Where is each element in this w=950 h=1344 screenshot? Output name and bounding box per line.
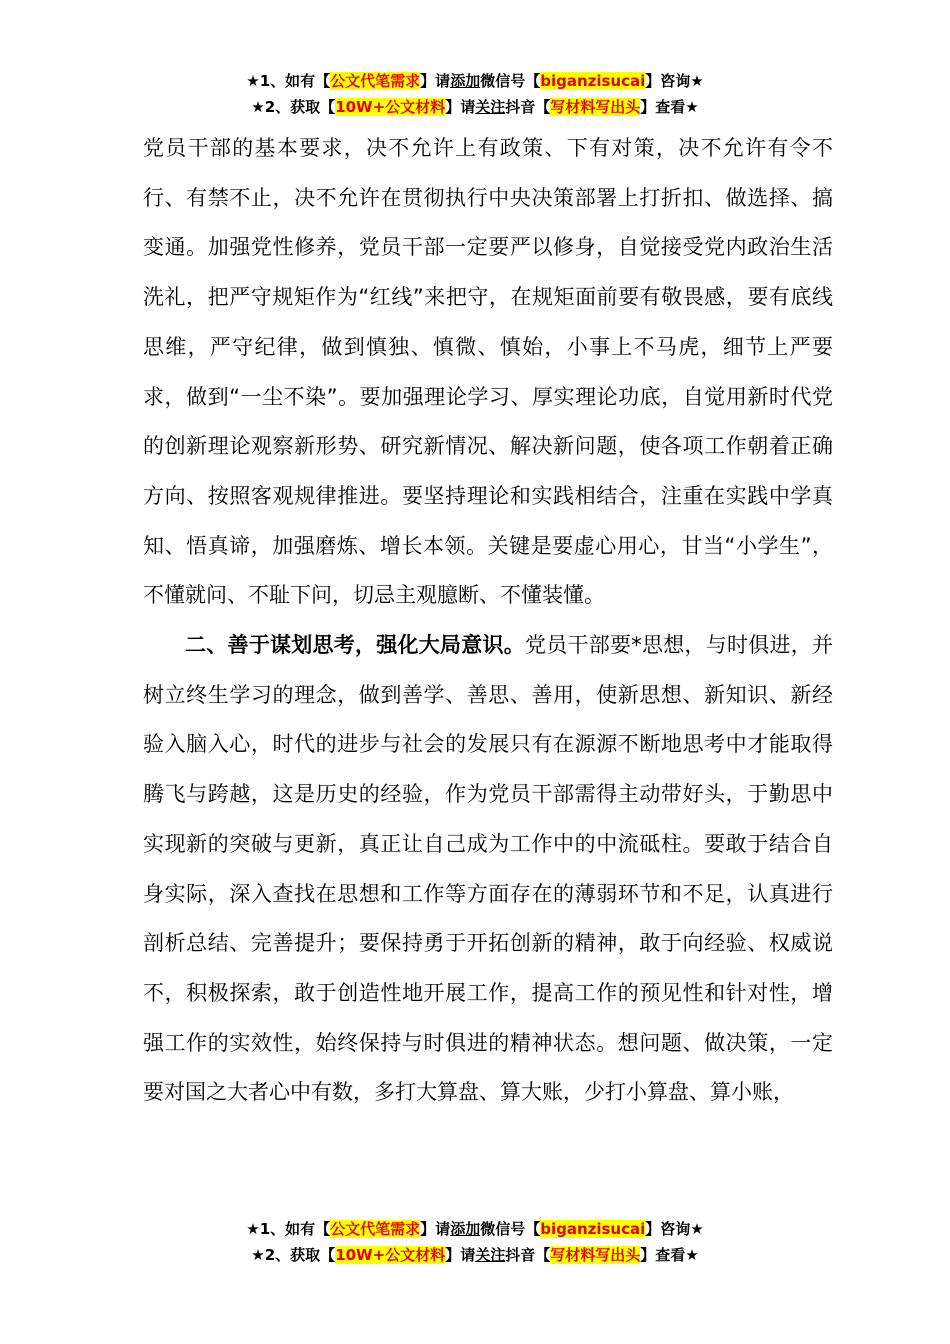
banner-text: 】请 [420, 72, 451, 90]
highlight-materials: 10W+公文材料 [335, 1246, 446, 1264]
highlight-douyin-account: 写材料写出头 [550, 1246, 641, 1264]
banner-text: ★1、如有【 [246, 72, 331, 90]
banner-text: 微信号【 [480, 1220, 541, 1238]
highlight-douyin-account: 写材料写出头 [550, 98, 641, 116]
banner-text: ★2、获取【 [251, 1246, 336, 1264]
paragraph-2-text: 党员干部要*思想，与时俱进，并树立终生学习的理念，做到善学、善思、善用，使新思想、新知识、新经验入脑入心，时代的进步与社会的发展只有在源源不断地思考中才能取得腾飞与跨越，这是历史的经验，作为党员干部需得主动带好头，于勤思中实现新的突破与更新，真正让自己成为工作中的中流砥柱。要敢于结合自身实际，深入查找在思想和工作等方面存在的薄弱环节和不足，认真进行剖析总结、完善提升；要保持勇于开拓创新的精神，敢于向经验、权威说不，积极探索，敢于创造性地开展工作，提高工作的预见性和针对性，增强工作的实效性，始终保持与时俱进的精神状态。想问题、做决策，一定要对国之大者心中有数，多打大算盘、算大账，少打小算盘、算小账， [143, 633, 833, 1105]
banner-text: 抖音【 [505, 98, 551, 116]
banner-underlined-text: 关注 [475, 98, 506, 116]
banner-underlined-text: 关注 [475, 1246, 506, 1264]
banner-text: 】请 [445, 98, 476, 116]
banner-line-1 [0, 1216, 950, 1242]
banner-underlined-text: 添加 [450, 72, 481, 90]
highlight-wechat-id: biganzisucai [540, 1220, 646, 1238]
header-banner [0, 68, 950, 120]
banner-line-2 [0, 94, 950, 120]
banner-text: 抖音【 [505, 1246, 551, 1264]
banner-text: 】请 [445, 1246, 476, 1264]
footer-banner [0, 1216, 950, 1268]
highlight-wechat-id: biganzisucai [540, 72, 646, 90]
banner-underlined-text: 添加 [450, 1220, 481, 1238]
highlight-service: 公文代笔需求 [330, 72, 421, 90]
banner-text: 微信号【 [480, 72, 541, 90]
banner-text: 】请 [420, 1220, 451, 1238]
banner-text: 】查看★ [640, 1246, 699, 1264]
banner-line-1 [0, 68, 950, 94]
paragraph-1: 党员干部的基本要求，决不允许上有政策、下有对策，决不允许有令不行、有禁不止，决不允许在贯彻执行中央决策部署上打折扣、做选择、搞变通。加强党性修养，党员干部一定要严以修身，自觉接受党内政治生活洗礼，把严守规矩作为“红线”来把守，在规矩面前要有敬畏感，要有底线思维，严守纪律，做到慎独、慎微、慎始，小事上不马虎，细节上严要求，做到“一尘不染”。要加强理论学习、厚实理论功底，自觉用新时代党的创新理论观察新形势、研究新情况、解决新问题，使各项工作朝着正确方向、按照客观规律推进。要坚持理论和实践相结合，注重在实践中学真知、悟真谛，加强磨炼、增长本领。关键是要虚心用心，甘当“小学生”，不懂就问、不耻下问，切忌主观臆断、不懂装懂。 [143, 136, 833, 608]
document-body [143, 124, 833, 1118]
highlight-materials: 10W+公文材料 [335, 98, 446, 116]
banner-text: ★2、获取【 [251, 98, 336, 116]
section-heading: 二、善于谋划思考，强化大局意识。 [185, 633, 525, 658]
highlight-service: 公文代笔需求 [330, 1220, 421, 1238]
banner-text: ★1、如有【 [246, 1220, 331, 1238]
banner-text: 】查看★ [640, 98, 699, 116]
banner-text: 】咨询★ [645, 72, 704, 90]
banner-text: 】咨询★ [645, 1220, 704, 1238]
paragraph-2 [143, 621, 833, 1118]
banner-line-2 [0, 1242, 950, 1268]
